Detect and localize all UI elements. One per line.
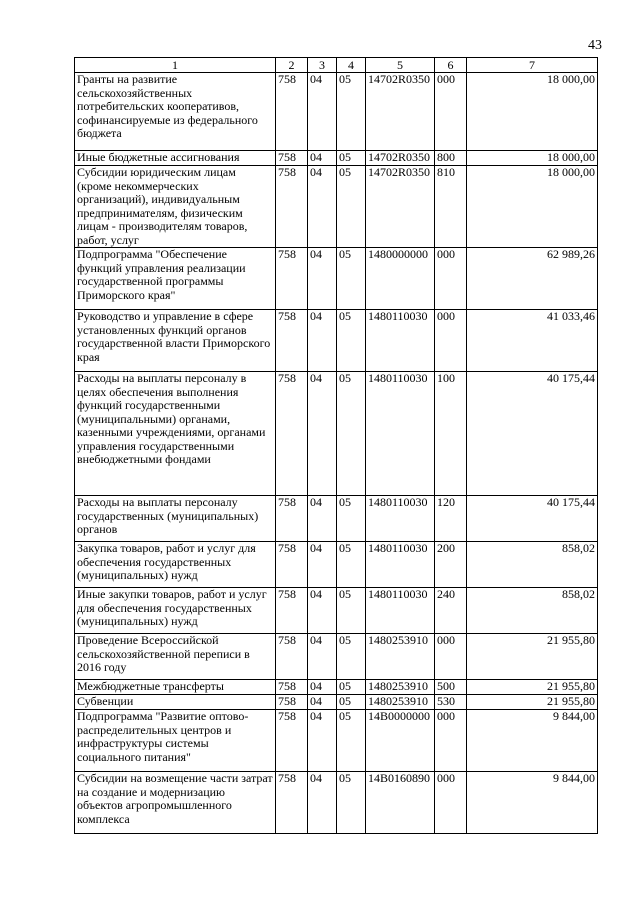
section-code: 04 — [308, 695, 337, 710]
section-code: 04 — [308, 73, 337, 151]
row-amount: 21 955,80 — [467, 695, 598, 710]
table-row — [75, 695, 598, 710]
target-article-code: 1480110030 — [366, 496, 435, 542]
expense-type-code: 000 — [435, 772, 467, 834]
expense-type-code: 500 — [435, 680, 467, 695]
row-amount: 40 175,44 — [467, 372, 598, 496]
section-code: 04 — [308, 710, 337, 772]
subsection-code: 05 — [337, 634, 366, 680]
target-article-code: 1480253910 — [366, 695, 435, 710]
row-name: Руководство и управление в сфере установленных функций органов государственной власти Приморского края — [75, 310, 276, 372]
row-amount: 9 844,00 — [467, 772, 598, 834]
section-code: 04 — [308, 588, 337, 634]
row-name: Гранты на развитие сельскохозяйственных потребительских кооперативов, софинансируемые из федерального бюджета — [75, 73, 276, 151]
target-article-code: 1480110030 — [366, 542, 435, 588]
ministry-code: 758 — [276, 695, 308, 710]
section-code: 04 — [308, 680, 337, 695]
expense-type-code: 100 — [435, 372, 467, 496]
header-cell: 2 — [276, 58, 308, 73]
expense-type-code: 240 — [435, 588, 467, 634]
table-row — [75, 73, 598, 151]
ministry-code: 758 — [276, 710, 308, 772]
row-amount: 18 000,00 — [467, 166, 598, 248]
table-row — [75, 496, 598, 542]
ministry-code: 758 — [276, 151, 308, 166]
header-row — [75, 58, 598, 73]
target-article-code: 14В0000000 — [366, 710, 435, 772]
table-row — [75, 680, 598, 695]
header-cell: 7 — [467, 58, 598, 73]
row-name: Субсидии юридическим лицам (кроме некоммерческих организаций), индивидуальным предпринимателям, физическим лицам - производителям товаров, работ, услуг — [75, 166, 276, 248]
section-code: 04 — [308, 310, 337, 372]
table-row — [75, 248, 598, 310]
expense-type-code: 810 — [435, 166, 467, 248]
expense-type-code: 800 — [435, 151, 467, 166]
target-article-code: 1480253910 — [366, 680, 435, 695]
subsection-code: 05 — [337, 166, 366, 248]
header-cell: 4 — [337, 58, 366, 73]
ministry-code: 758 — [276, 588, 308, 634]
row-amount: 41 033,46 — [467, 310, 598, 372]
row-name: Закупка товаров, работ и услуг для обеспечения государственных (муниципальных) нужд — [75, 542, 276, 588]
row-name: Расходы на выплаты персоналу в целях обеспечения выполнения функций государственными (муниципальными) органами, казенными учреждениями, органами управления государственными внебюджетными фондами — [75, 372, 276, 496]
row-name: Межбюджетные трансферты — [75, 680, 276, 695]
subsection-code: 05 — [337, 588, 366, 634]
row-name: Иные бюджетные ассигнования — [75, 151, 276, 166]
target-article-code: 14702R0350 — [366, 166, 435, 248]
section-code: 04 — [308, 634, 337, 680]
ministry-code: 758 — [276, 496, 308, 542]
row-amount: 21 955,80 — [467, 634, 598, 680]
subsection-code: 05 — [337, 496, 366, 542]
subsection-code: 05 — [337, 695, 366, 710]
section-code: 04 — [308, 772, 337, 834]
page-number: 43 — [588, 38, 602, 53]
ministry-code: 758 — [276, 634, 308, 680]
table-row — [75, 634, 598, 680]
ministry-code: 758 — [276, 772, 308, 834]
section-code: 04 — [308, 372, 337, 496]
ministry-code: 758 — [276, 248, 308, 310]
row-amount: 62 989,26 — [467, 248, 598, 310]
table-row — [75, 542, 598, 588]
table-row — [75, 372, 598, 496]
subsection-code: 05 — [337, 73, 366, 151]
subsection-code: 05 — [337, 710, 366, 772]
header-cell: 1 — [75, 58, 276, 73]
expense-type-code: 000 — [435, 634, 467, 680]
row-amount: 9 844,00 — [467, 710, 598, 772]
row-name: Субсидии на возмещение части затрат на создание и модернизацию объектов агропромышленного комплекса — [75, 772, 276, 834]
subsection-code: 05 — [337, 310, 366, 372]
target-article-code: 14702R0350 — [366, 151, 435, 166]
section-code: 04 — [308, 496, 337, 542]
ministry-code: 758 — [276, 310, 308, 372]
table-row — [75, 588, 598, 634]
expense-type-code: 530 — [435, 695, 467, 710]
section-code: 04 — [308, 248, 337, 310]
expense-type-code: 000 — [435, 310, 467, 372]
target-article-code: 1480000000 — [366, 248, 435, 310]
target-article-code: 14702R0350 — [366, 73, 435, 151]
ministry-code: 758 — [276, 166, 308, 248]
subsection-code: 05 — [337, 542, 366, 588]
target-article-code: 1480253910 — [366, 634, 435, 680]
table-row — [75, 772, 598, 834]
expense-type-code: 000 — [435, 73, 467, 151]
subsection-code: 05 — [337, 151, 366, 166]
expense-type-code: 000 — [435, 710, 467, 772]
budget-table — [74, 57, 598, 834]
table-row — [75, 710, 598, 772]
section-code: 04 — [308, 542, 337, 588]
row-name: Иные закупки товаров, работ и услуг для обеспечения государственных (муниципальных) нужд — [75, 588, 276, 634]
target-article-code: 1480110030 — [366, 372, 435, 496]
row-name: Субвенции — [75, 695, 276, 710]
header-cell: 3 — [308, 58, 337, 73]
row-name: Расходы на выплаты персоналу государственных (муниципальных) органов — [75, 496, 276, 542]
row-name: Проведение Всероссийской сельскохозяйственной переписи в 2016 году — [75, 634, 276, 680]
header-cell: 5 — [366, 58, 435, 73]
subsection-code: 05 — [337, 248, 366, 310]
row-name: Подпрограмма "Развитие оптово-распределительных центров и инфраструктуры системы социального питания" — [75, 710, 276, 772]
ministry-code: 758 — [276, 680, 308, 695]
table-row — [75, 310, 598, 372]
table-row — [75, 166, 598, 248]
row-amount: 858,02 — [467, 588, 598, 634]
ministry-code: 758 — [276, 372, 308, 496]
row-amount: 858,02 — [467, 542, 598, 588]
row-amount: 40 175,44 — [467, 496, 598, 542]
expense-type-code: 000 — [435, 248, 467, 310]
ministry-code: 758 — [276, 73, 308, 151]
section-code: 04 — [308, 166, 337, 248]
target-article-code: 14В0160890 — [366, 772, 435, 834]
expense-type-code: 200 — [435, 542, 467, 588]
section-code: 04 — [308, 151, 337, 166]
row-amount: 21 955,80 — [467, 680, 598, 695]
ministry-code: 758 — [276, 542, 308, 588]
table-row — [75, 151, 598, 166]
subsection-code: 05 — [337, 680, 366, 695]
target-article-code: 1480110030 — [366, 310, 435, 372]
header-cell: 6 — [435, 58, 467, 73]
row-amount: 18 000,00 — [467, 151, 598, 166]
expense-type-code: 120 — [435, 496, 467, 542]
subsection-code: 05 — [337, 772, 366, 834]
row-name: Подпрограмма "Обеспечение функций управления реализации государственной программы Приморского края" — [75, 248, 276, 310]
subsection-code: 05 — [337, 372, 366, 496]
row-amount: 18 000,00 — [467, 73, 598, 151]
target-article-code: 1480110030 — [366, 588, 435, 634]
